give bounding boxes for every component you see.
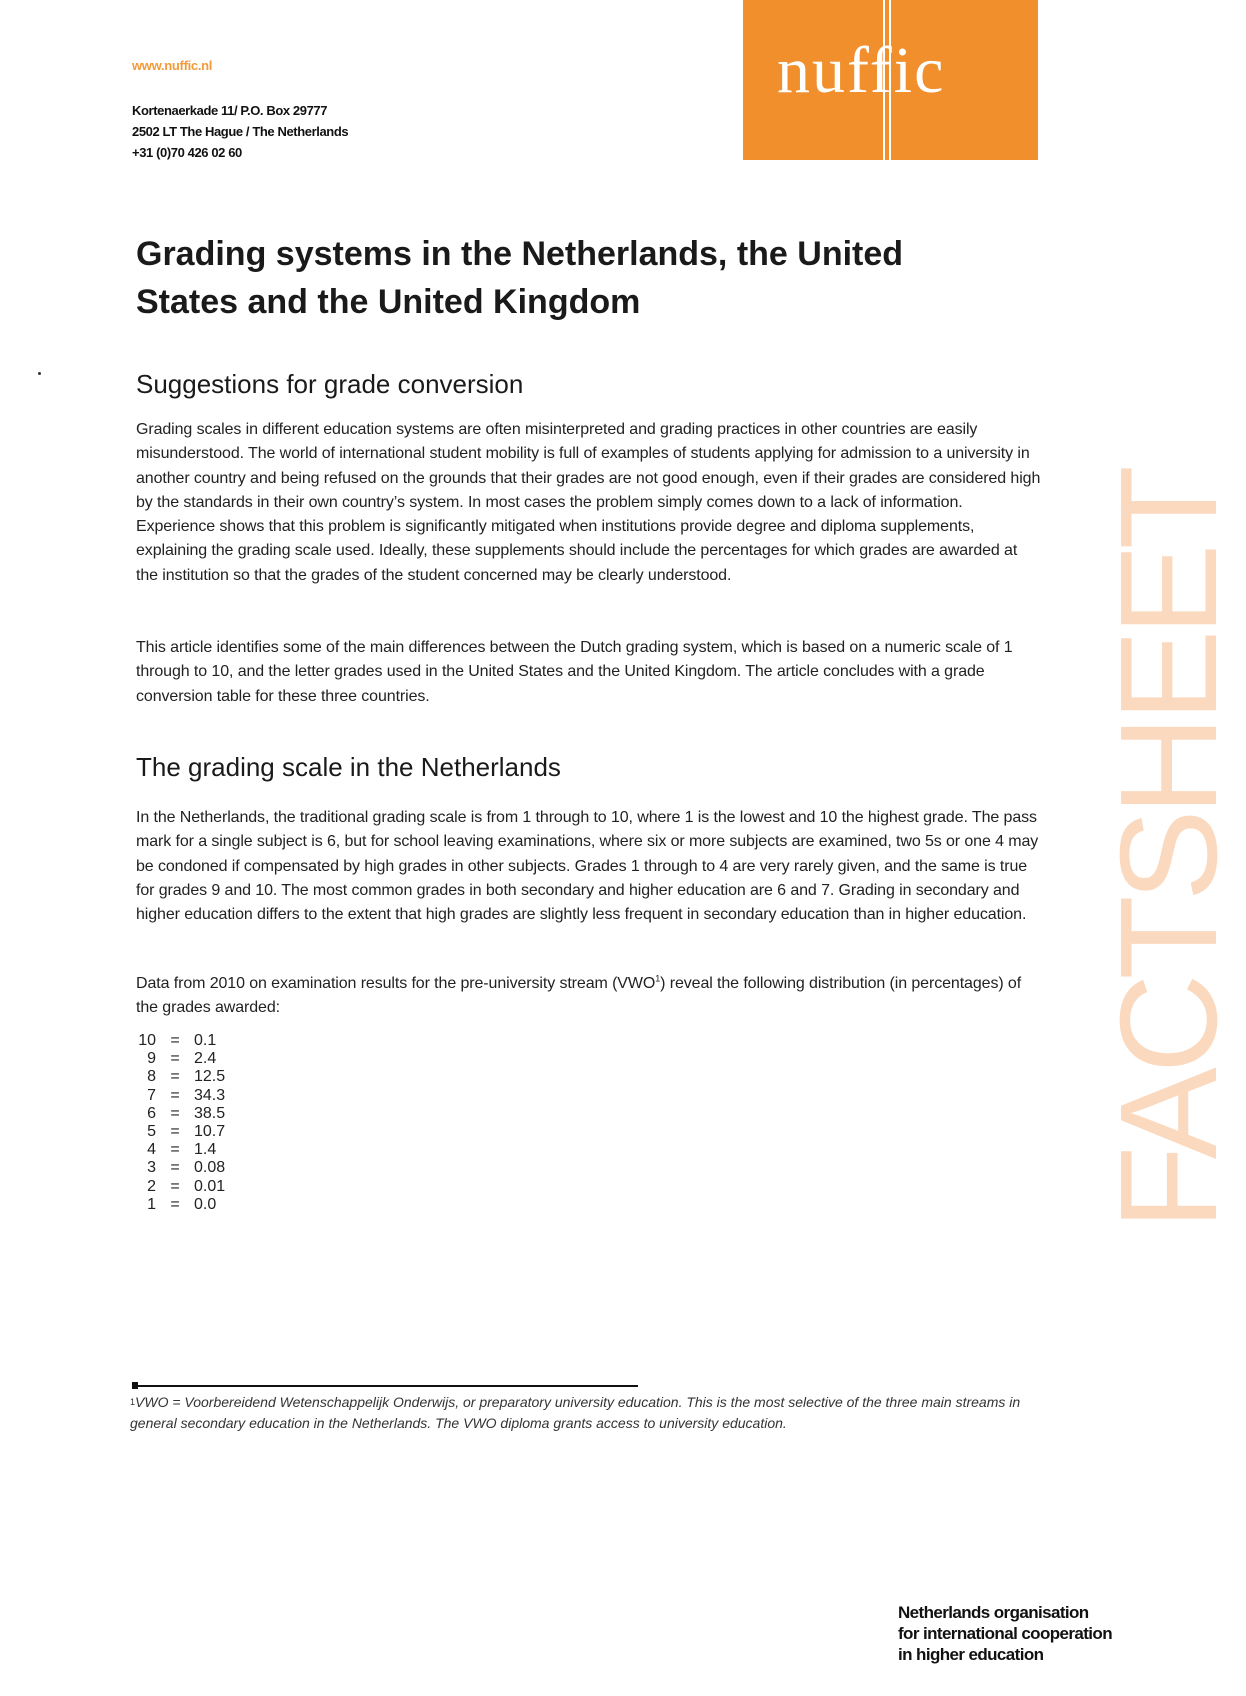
- grade-value: 4: [147, 1141, 156, 1159]
- organisation-line: Netherlands organisation: [898, 1603, 1089, 1622]
- grade-row: [132, 1050, 254, 1068]
- equals-sign: =: [170, 1032, 180, 1049]
- grade-value: 5: [147, 1123, 156, 1141]
- footnote-reference[interactable]: 1: [655, 973, 661, 984]
- equals-sign: =: [170, 1086, 180, 1104]
- equals-sign: =: [170, 1068, 180, 1086]
- address-line: Kortenaerkade 11/ P.O. Box 29777: [132, 103, 328, 118]
- footnote-separator-mark: [132, 1382, 138, 1389]
- grade-percentage: 0.01: [194, 1177, 226, 1195]
- grade-percentage: 34.3: [194, 1086, 226, 1104]
- equals-sign: =: [170, 1195, 180, 1213]
- netherlands-scale-paragraph: In the Netherlands, the traditional grading scale is from 1 through to 10, where 1 is the lowest and 10 the highest grade. The pass mark for a single subject is 6, but for school leaving examinations, where six or more subjects are examined, two 5s or one 4 may be condoned if compensated by high grades in other subjects. Grades 1 through to 4 are very rarely given, and the same is true for grades 9 and 10. The most common grades in both secondary and higher education are 6 and 7. Grading in secondary and higher education differs to the extent that high grades are slightly less frequent in secondary education than in higher education.: [136, 809, 1039, 924]
- phone-number: +31 (0)70 426 02 60: [132, 145, 242, 160]
- equals-sign: =: [170, 1104, 180, 1122]
- section-heading-grade-conversion: Suggestions for grade conversion: [136, 369, 524, 399]
- article-scope-paragraph: This article identifies some of the main differences between the Dutch grading system, which is based on a numeric scale of 1 through to 10, and the letter grades used in the United States and the United Kingdom. The article concludes with a grade conversion table for these three countries.: [136, 639, 1013, 705]
- equals-sign: =: [170, 1159, 180, 1177]
- document-title: Grading systems in the Netherlands, the United States and the United Kingdom: [136, 235, 904, 321]
- grade-percentage: 0.0: [194, 1195, 217, 1213]
- address-line: 2502 LT The Hague / The Netherlands: [132, 124, 349, 139]
- grade-value: 6: [147, 1104, 156, 1122]
- grade-value: 9: [147, 1050, 156, 1068]
- grade-row: [132, 1196, 254, 1214]
- equals-sign: =: [170, 1050, 180, 1068]
- distribution-intro-text: ) reveal the following distribution (in percentages) of the grades awarded:: [136, 975, 1022, 1017]
- footnote-number: 1: [130, 1397, 136, 1407]
- grade-row: [132, 1068, 254, 1086]
- footnote: [130, 1392, 1030, 1433]
- grade-percentage: 1.4: [194, 1141, 217, 1159]
- organisation-line: in higher education: [898, 1645, 1044, 1664]
- section-heading-netherlands-scale: The grading scale in the Netherlands: [136, 752, 561, 782]
- nuffic-logo: [743, 0, 1038, 160]
- grade-row: [132, 1032, 254, 1050]
- equals-sign: =: [170, 1177, 180, 1195]
- footnote-text: VWO = Voorbereidend Wetenschappelijk Onderwijs, or preparatory university education. This is the most selective of the three main streams in general secondary education in the Netherlands. The VWO diploma grants access to university education.: [130, 1394, 1021, 1431]
- grade-percentage: 10.7: [194, 1123, 226, 1141]
- website-link[interactable]: www.nuffic.nl: [132, 58, 213, 73]
- grade-row: [132, 1105, 254, 1123]
- grade-percentage: 0.08: [194, 1159, 226, 1177]
- factsheet-watermark: FACTSHEET: [1092, 471, 1246, 1230]
- grade-value: 10: [138, 1032, 156, 1049]
- grade-row: [132, 1178, 254, 1196]
- grade-value: 7: [147, 1086, 156, 1104]
- grade-percentage: 0.1: [194, 1032, 217, 1049]
- grade-row: [132, 1087, 254, 1105]
- distribution-intro-paragraph: [136, 972, 1041, 1021]
- stray-dot: [38, 372, 41, 375]
- organisation-name: [898, 1602, 1112, 1665]
- grade-value: 1: [147, 1195, 156, 1213]
- postal-address: [132, 100, 348, 163]
- grade-value: 8: [147, 1068, 156, 1086]
- grade-value: 3: [147, 1159, 156, 1177]
- organisation-line: for international cooperation: [898, 1624, 1113, 1643]
- grade-distribution-list: [132, 1032, 254, 1214]
- grade-percentage: 38.5: [194, 1104, 226, 1122]
- intro-paragraph: Grading scales in different education systems are often misinterpreted and grading practices in other countries are easily misunderstood. The world of international student mobility is full of examples of students applying for admission to a university in another country and being refused on the grounds that their grades are not good enough, even if their grades are considered high by the standards in their own country’s system. In most cases the problem simply comes down to a lack of information. Experience shows that this problem is significantly mitigated when institutions provide degree and diploma supplements, explaining the grading scale used. Ideally, these supplements should include the percentages for which grades are awarded at the institution so that the grades of the student concerned may be clearly understood.: [136, 421, 1041, 584]
- grade-row: [132, 1159, 254, 1177]
- footnote-separator: [132, 1385, 638, 1387]
- distribution-intro-text: Data from 2010 on examination results for the pre-university stream (VWO: [136, 975, 656, 992]
- grade-percentage: 2.4: [194, 1050, 217, 1068]
- grade-value: 2: [147, 1177, 156, 1195]
- grade-row: [132, 1123, 254, 1141]
- grade-row: [132, 1141, 254, 1159]
- equals-sign: =: [170, 1123, 180, 1141]
- grade-percentage: 12.5: [194, 1068, 226, 1086]
- logo-wordmark: nuffic: [777, 34, 946, 107]
- equals-sign: =: [170, 1141, 180, 1159]
